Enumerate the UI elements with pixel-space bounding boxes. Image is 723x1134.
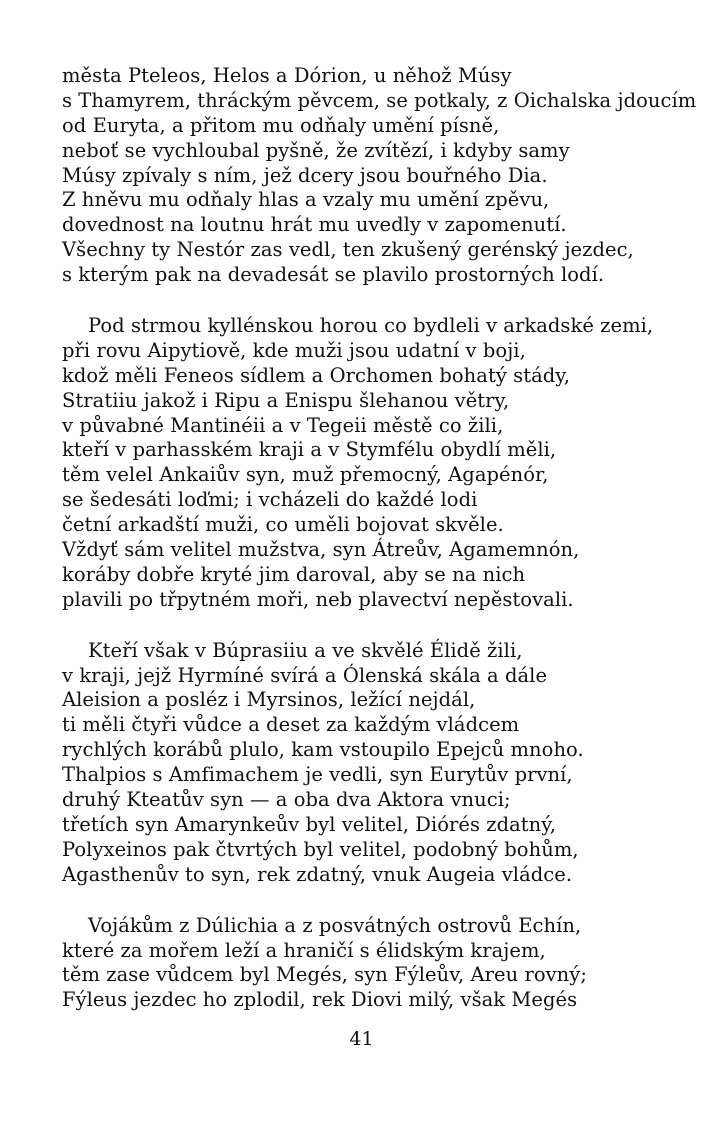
poem-line: druhý Kteatův syn — a oba dva Aktora vnuci; bbox=[62, 788, 511, 812]
poem-line: s Thamyrem, thráckým pěvcem, se potkaly, z Oichalska jdoucím bbox=[62, 88, 697, 112]
stanza-2 bbox=[62, 314, 712, 613]
poem-line: v půvabné Mantinéii a v Tegeii městě co žili, bbox=[62, 413, 504, 437]
poem-line: Fýleus jezdec ho zplodil, rek Diovi milý, však Megés bbox=[62, 988, 578, 1012]
poem-line: Thalpios s Amfimachem je vedli, syn Eurytův první, bbox=[62, 763, 573, 787]
poem-line: dovednost na loutnu hrát mu uvedly v zapomenutí. bbox=[62, 213, 567, 237]
poem-line: kteří v parhasském kraji a v Stymfélu obydlí měli, bbox=[62, 438, 557, 462]
poem-line: Z hněvu mu odňaly hlas a vzaly mu umění zpěvu, bbox=[62, 188, 550, 212]
poem-line: Kteří však v Búprasiiu a ve skvělé Élidě žili, bbox=[88, 638, 523, 662]
poem-line: s kterým pak na devadesát se plavilo prostorných lodí. bbox=[62, 263, 605, 287]
poem-line: těm velel Ankaiův syn, muž přemocný, Agapénór, bbox=[62, 463, 549, 487]
poem-line: které za mořem leží a hraničí s élidským krajem, bbox=[62, 938, 546, 962]
poem-line: od Euryta, a přitom mu odňaly umění písně, bbox=[62, 113, 500, 137]
stanza-1 bbox=[62, 64, 712, 288]
poem-line: města Pteleos, Helos a Dórion, u něhož Músy bbox=[62, 64, 512, 87]
poem-line: Músy zpívaly s ním, jež dcery jsou bouřného Dia. bbox=[62, 163, 548, 187]
stanza-3 bbox=[62, 639, 712, 888]
page-number: 41 bbox=[349, 1028, 374, 1050]
poem-line: Aleision a posléz i Myrsinos, ležící nejdál, bbox=[62, 688, 476, 712]
poem-line: v kraji, jejž Hyrmíné svírá a Ólenská skála a dále bbox=[62, 663, 548, 687]
poem-line: plavili po třpytném moři, neb plavectví nepěstovali. bbox=[62, 587, 574, 611]
poem-line: Agasthenův to syn, rek zdatný, vnuk Augeia vládce. bbox=[62, 862, 573, 886]
poem-line: se šedesáti loďmi; i vcházeli do každé lodi bbox=[62, 488, 478, 512]
poem-line: Polyxeinos pak čtvrtých byl velitel, podobný bohům, bbox=[62, 837, 579, 861]
poem-line: při rovu Aipytiově, kde muži jsou udatní v boji, bbox=[62, 338, 526, 362]
poem-line: kdož měli Feneos sídlem a Orchomen bohatý stády, bbox=[62, 363, 571, 387]
poem-line: ti měli čtyři vůdce a deset za každým vládcem bbox=[62, 713, 520, 737]
stanza-4 bbox=[62, 914, 712, 1014]
poem-line: těm zase vůdcem byl Megés, syn Fýleův, Areu rovný; bbox=[62, 963, 587, 987]
poem-line: neboť se vychloubal pyšně, že zvítězí, i kdyby samy bbox=[62, 138, 570, 162]
poem-line: Pod strmou kyllénskou horou co bydleli v arkadské zemi, bbox=[88, 314, 654, 338]
poem-line: Vždyť sám velitel mužstva, syn Átreův, Agamemnón, bbox=[62, 538, 580, 562]
poem-line: Stratiiu jakož i Ripu a Enispu šlehanou větry, bbox=[62, 388, 510, 412]
poem-line: třetích syn Amarynkeův byl velitel, Diórés zdatný, bbox=[62, 812, 557, 836]
poem-line: rychlých korábů plulo, kam vstoupilo Epejců mnoho. bbox=[62, 738, 584, 762]
poem-line: Vojákům z Dúlichia a z posvátných ostrovů Echín, bbox=[88, 913, 582, 937]
poem-line: Všechny ty Nestór zas vedl, ten zkušený gerénský jezdec, bbox=[62, 238, 634, 262]
poem-line: četní arkadští muži, co uměli bojovat skvěle. bbox=[62, 513, 504, 537]
poem-text bbox=[62, 64, 712, 1039]
poem-line: koráby dobře kryté jim daroval, aby se na nich bbox=[62, 562, 526, 586]
